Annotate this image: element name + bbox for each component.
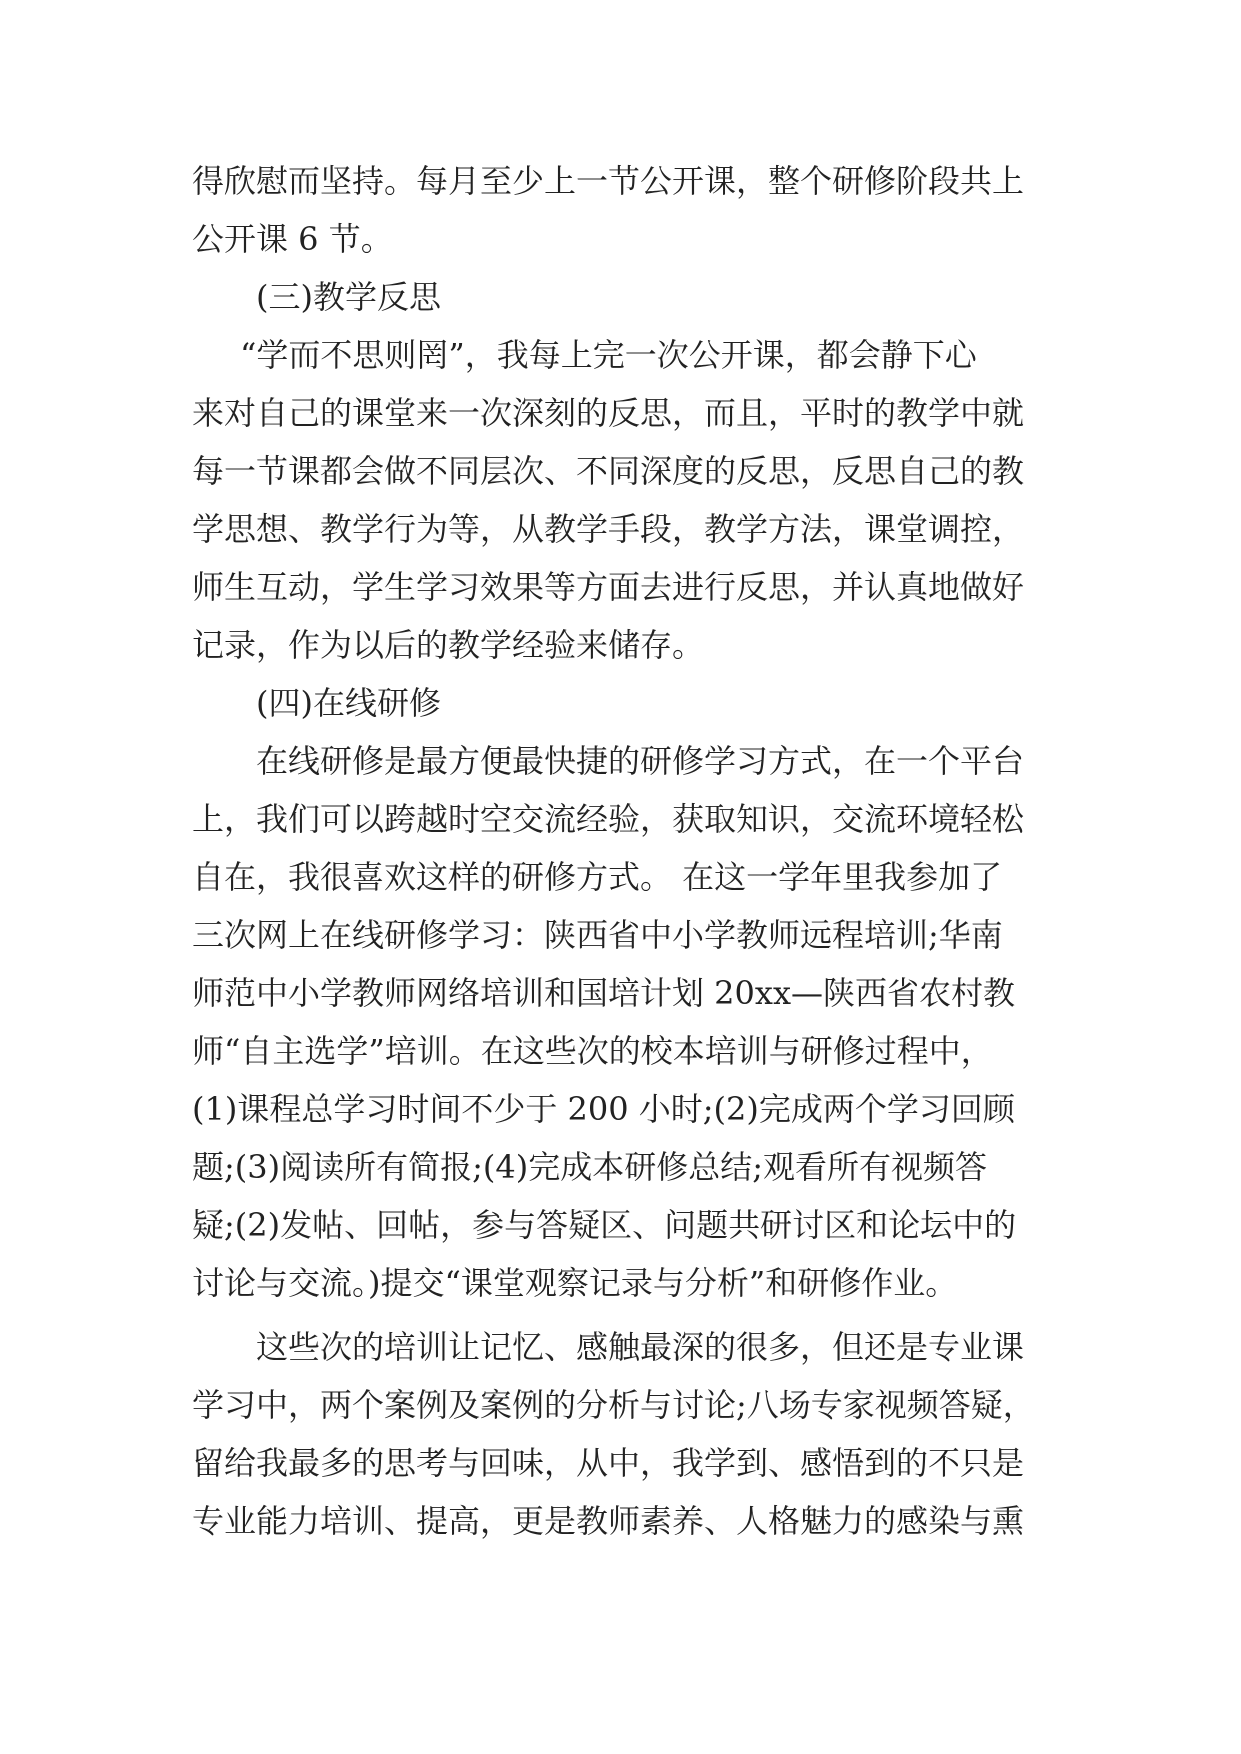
text-line: 记录，作为以后的教学经验来储存。 bbox=[192, 626, 705, 664]
text-line: 公开课 6 节。 bbox=[192, 220, 393, 258]
text-line: 上，我们可以跨越时空交流经验，获取知识，交流环境轻松 bbox=[192, 800, 1025, 838]
text-line: 每一节课都会做不同层次、不同深度的反思，反思自己的教 bbox=[192, 452, 1025, 490]
document-body bbox=[192, 152, 1050, 1550]
section-heading-online-study: (四)在线研修 bbox=[256, 684, 441, 722]
text-line: 讨论与交流。)提交“课堂观察记录与分析”和研修作业。 bbox=[192, 1264, 958, 1302]
text-line: 师范中小学教师网络培训和国培计划 20xx—陕西省农村教 bbox=[192, 974, 1015, 1012]
text-line: 来对自己的课堂来一次深刻的反思，而且，平时的教学中就 bbox=[192, 394, 1025, 432]
section-heading-teaching-reflection: (三)教学反思 bbox=[256, 278, 441, 316]
text-line: 专业能力培训、提高，更是教师素养、人格魅力的感染与熏 bbox=[192, 1502, 1025, 1540]
text-line: 学思想、教学行为等，从教学手段，教学方法，课堂调控， bbox=[192, 510, 1025, 548]
text-line: 题;(3)阅读所有简报;(4)完成本研修总结;观看所有视频答 bbox=[192, 1148, 988, 1186]
text-line: 师“自主选学”培训。在这些次的校本培训与研修过程中， bbox=[192, 1032, 993, 1070]
text-line: 师生互动，学生学习效果等方面去进行反思，并认真地做好 bbox=[192, 568, 1025, 606]
text-line: 这些次的培训让记忆、感触最深的很多，但还是专业课 bbox=[256, 1328, 1025, 1366]
text-line: 学习中，两个案例及案例的分析与讨论;八场专家视频答疑， bbox=[192, 1386, 1035, 1424]
text-line: “学而不思则罔”，我每上完一次公开课，都会静下心 bbox=[240, 336, 977, 374]
text-line: 留给我最多的思考与回味，从中，我学到、感悟到的不只是 bbox=[192, 1444, 1025, 1482]
text-line: 自在，我很喜欢这样的研修方式。 在这一学年里我参加了 bbox=[192, 858, 1003, 896]
text-line: 在线研修是最方便最快捷的研修学习方式，在一个平台 bbox=[256, 742, 1025, 780]
text-line: 得欣慰而坚持。每月至少上一节公开课，整个研修阶段共上 bbox=[192, 162, 1025, 200]
text-line: 疑;(2)发帖、回帖，参与答疑区、问题共研讨区和论坛中的 bbox=[192, 1206, 1017, 1244]
text-line: (1)课程总学习时间不少于 200 小时;(2)完成两个学习回顾 bbox=[192, 1090, 1015, 1128]
text-line: 三次网上在线研修学习：陕西省中小学教师远程培训;华南 bbox=[192, 916, 1003, 954]
